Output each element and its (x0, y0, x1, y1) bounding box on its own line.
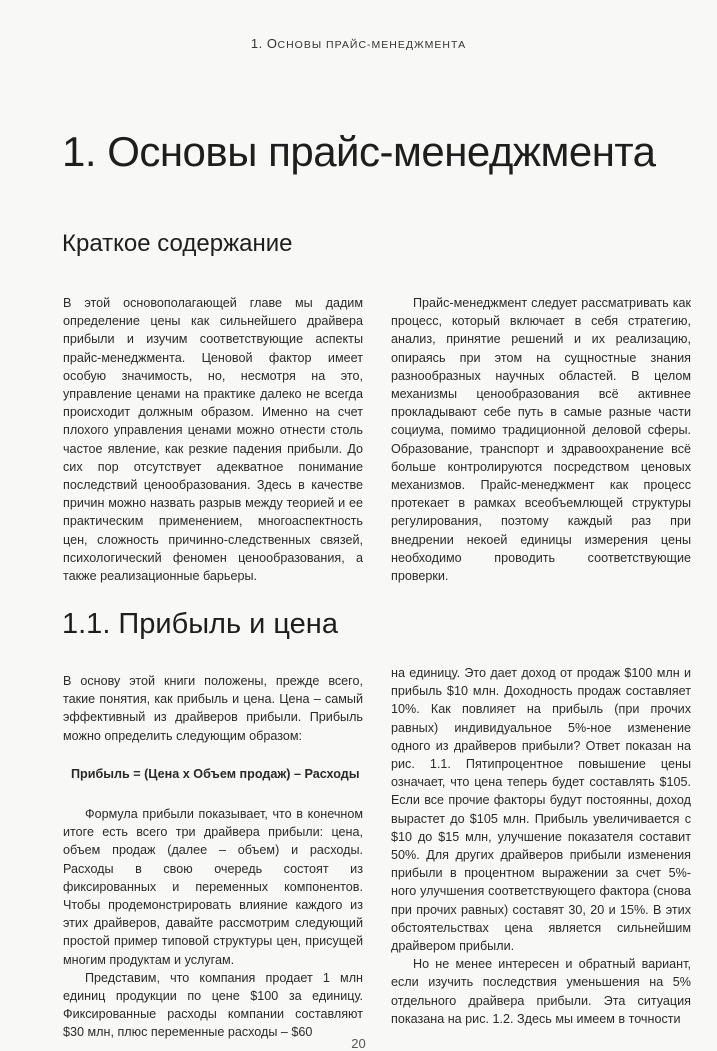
section-right-paragraph-1: на единицу. Это дает доход от продаж $100 млн и прибыль $10 млн. Доходность продаж составляет 10%. Как повлияет на прибыль (при прочих равных) индивидуальное 5%-ное изменение одного из драйверов прибыли? Ответ показан на рис. 1.1. Пятипроцентное повышение цены означает, что цена теперь будет составлять $105. Если все прочие факторы будут постоянны, доход вырастет до $105 млн. Прибыль увеличивается с $10 до $15 млн, улучшение показателя составит 50%. Для других драйверов прибыли изменения прибыли в процентном выражении за счет 5%-ного улучшения соответствующего фактора (снова при прочих равных) составят 30, 20 и 15%. В этих обстоятельствах цена является сильнейшим драйвером прибыли. (391, 666, 691, 954)
section-intro-paragraph: В основу этой книги положены, прежде всего, такие понятия, как прибыль и цена. Цена – самый эффективный из драйверов прибыли. Прибыль можно определить следующим образом: (63, 674, 363, 743)
profit-formula: Прибыль = (Цена х Объем продаж) – Расходы (71, 766, 360, 781)
section-title: 1.1. Прибыль и цена (62, 608, 338, 640)
summary-left-column (63, 294, 363, 585)
section-paragraph-3: Представим, что компания продает 1 млн единиц продукции по цене $100 за единицу. Фиксированные расходы компании составляют $30 млн, плюс переменные расходы – $60 (63, 970, 363, 1040)
section-left-column (63, 672, 363, 1042)
summary-title: Краткое содержание (62, 230, 293, 257)
section-paragraph-2: Формула прибыли показывает, что в конечном итоге есть всего три драйвера прибыли: цена, объем продаж (далее – объем) и расходы. Расходы в свою очередь состоят из фиксированных и переменных компонентов. Чтобы продемонстрировать влияние каждого из этих драйверов, давайте рассмотрим следующий простой пример типовой структуры цен, присущей многим продуктам и услугам. (63, 807, 363, 967)
running-head-text: СНОВЫ ПРАЙС-МЕНЕДЖМЕНТА (277, 39, 467, 51)
running-head (0, 36, 717, 51)
running-head-number: 1. О (250, 36, 278, 51)
section-right-column (391, 664, 691, 1028)
section-right-paragraph-2: Но не менее интересен и обратный вариант, если изучить последствия уменьшения на 5% отдельного драйвера прибыли. Эта ситуация показана на рис. 1.2. Здесь мы имеем в точности (391, 957, 691, 1026)
summary-left-paragraph: В этой основополагающей главе мы дадим определение цены как сильнейшего драйвера прибыли и изучим соответствующие аспекты прайс-менеджмента. Ценовой фактор имеет особую значимость, но, несмотря на это, управление ценами на практике далеко не всегда происходит должным образом. Именно на счет плохого управления ценами можно отнести столь частое явление, как резкие падения прибыли. До сих пор отсутствует адекватное понимание последствий ценообразования. Здесь в качестве причин можно назвать разрыв между теорией и ее практическим применением, многоаспектность цен, сложность причинно-следственных связей, психологический феномен ценообразования, а также реализационные барьеры. (63, 296, 363, 584)
chapter-title: 1. Основы прайс-менеджмента (62, 128, 656, 175)
page-number: 20 (351, 1036, 366, 1051)
summary-right-paragraph: Прайс-менеджмент следует рассматривать как процесс, который включает в себя стратегию, анализ, принятие решений и их реализацию, опираясь при этом на сущностные знания разнообразных научных областей. В целом механизмы ценообразования всё активнее прокладывают себе путь в самые разные части социума, помимо традиционной деловой сферы. Образование, транспорт и здравоохранение всё больше контролируются посредством ценовых механизмов. Прайс-менеджмент как процесс протекает в рамках всеобъемлющей структуры регулирования, поэтому каждый раз при внедрении некоей единицы измерения цены необходимо проводить соответствующие проверки. (391, 296, 691, 584)
summary-right-column (391, 294, 691, 585)
